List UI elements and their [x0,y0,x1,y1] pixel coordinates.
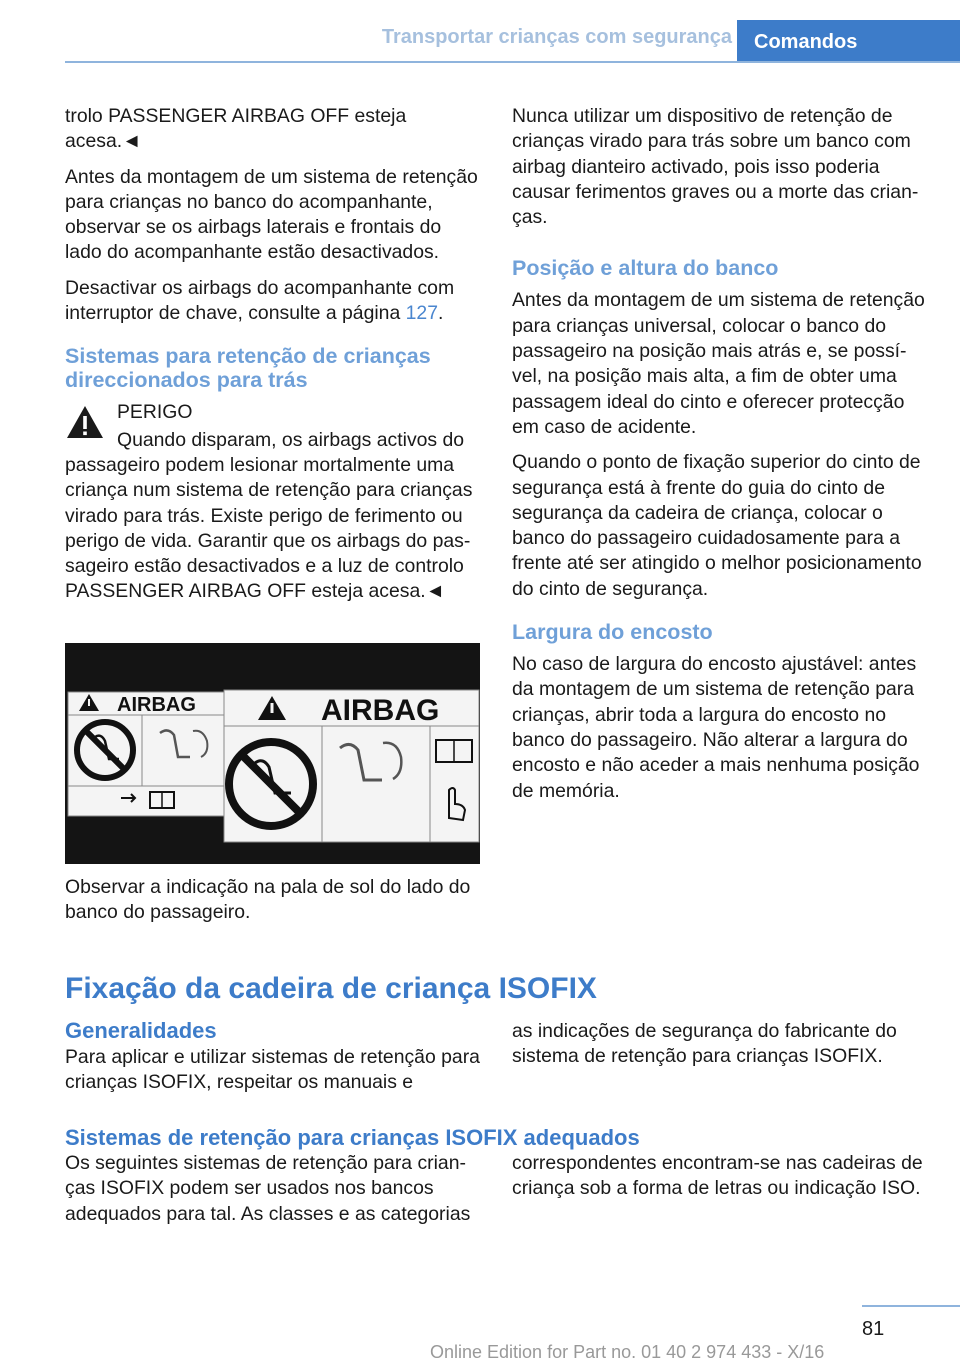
warning-text [65,428,483,605]
paragraph [65,276,483,327]
danger-notice [65,400,483,604]
paragraph: No caso de largura do encosto ajustável: antes da montagem de um sistema de retenção para crianças, abrir toda a largura do encosto no banco do passageiro. Não alterar a largura do encosto e não aceder a mais nenhuma posição de memória. [512,653,920,802]
paragraph: Nunca utilizar um dispositivo de retenção de crianças virado para trás sobre um banco com airbag dianteiro activado, pois isso poderia causar ferimentos graves ou a morte das crianças. [512,105,919,229]
subsection-heading: Generalidades [65,1018,217,1043]
paragraph: Os seguintes sistemas de retenção para crianças ISOFIX podem ser usados nos bancos adequados para tal. As classes e as categorias [65,1152,471,1225]
airbag-warning-label-illustration [65,643,480,864]
airbag-label-small: AIRBAG [117,694,196,716]
paragraph-text: Desactivar os airbags do acompanhante com interruptor de chave, consulte a página [65,276,455,325]
running-header-section: Transportar crianças com segurança [381,26,732,48]
section-heading: Largura do encosto [512,620,713,645]
left-column [65,104,483,615]
paragraph: trolo PASSENGER AIRBAG OFF esteja acesa.◄ [65,105,407,153]
airbag-label-figure [65,643,480,864]
paragraph: Para aplicar e utilizar sistemas de retenção para crianças ISOFIX, respeitar os manuais e [65,1046,480,1094]
paragraph: correspondentes encontram-se nas cadeiras de criança sob a forma de letras ou indicação ISO. [512,1152,923,1200]
paragraph: Antes da montagem de um sistema de retenção para crianças universal, colocar o banco do passageiro na posição mais atrás e, se possível, na posição mais alta, a fim de obter uma passagem ideal do cinto e oferecer protecção em caso de acidente. [512,289,925,438]
running-header-tab: Comandos [737,20,960,63]
paragraph: Quando o ponto de fixação superior do cinto de segurança está à frente do guia do cinto de segurança da cadeira de criança, colocar o banco do passageiro cuidadosamente para a frente até ser atingido o melhor posicionamento do cinto de segurança. [512,451,922,600]
figure-caption: Observar a indicação na pala de sol do lado do banco do passageiro. [65,876,471,924]
subsection-heading: Sistemas de retenção para crianças ISOFIX adequados [65,1125,640,1150]
section-heading: Posição e altura do banco [512,256,779,281]
paragraph: Antes da montagem de um sistema de retenção para crianças no banco do acompanhante, observar se os airbags laterais e frontais do lado do acompanhante estão desactivados. [65,165,478,264]
chapter-heading: Fixação da cadeira de criança ISOFIX [65,972,597,1005]
paragraph: as indicações de segurança do fabricante do sistema de retenção para crianças ISOFIX. [512,1020,897,1068]
section-heading: Sistemas para retenção de crianças direccionados para trás [65,344,431,393]
warning-triangle-icon [65,404,105,440]
header-rule [65,61,960,63]
edition-note: Online Edition for Part no. 01 40 2 974 433 - X/16 [430,1342,825,1362]
footer-rule [862,1305,960,1307]
page-link[interactable]: 127 [405,302,438,325]
warning-body: Quando disparam, os airbags activos do passageiro podem lesionar mortalmente uma criança num sistema de retenção para crianças virado para trás. Existe perigo de ferimento ou perigo de vida. Garantir que os airbags do passageiro estão desactivados e a luz de controlo PASSENGER AIRBAG OFF esteja acesa.◄ [65,428,473,603]
paragraph-text: . [438,302,444,325]
right-column [512,104,930,814]
warning-title: PERIGO [117,401,193,424]
page-number: 81 [862,1318,885,1340]
airbag-label-large: AIRBAG [321,694,440,727]
